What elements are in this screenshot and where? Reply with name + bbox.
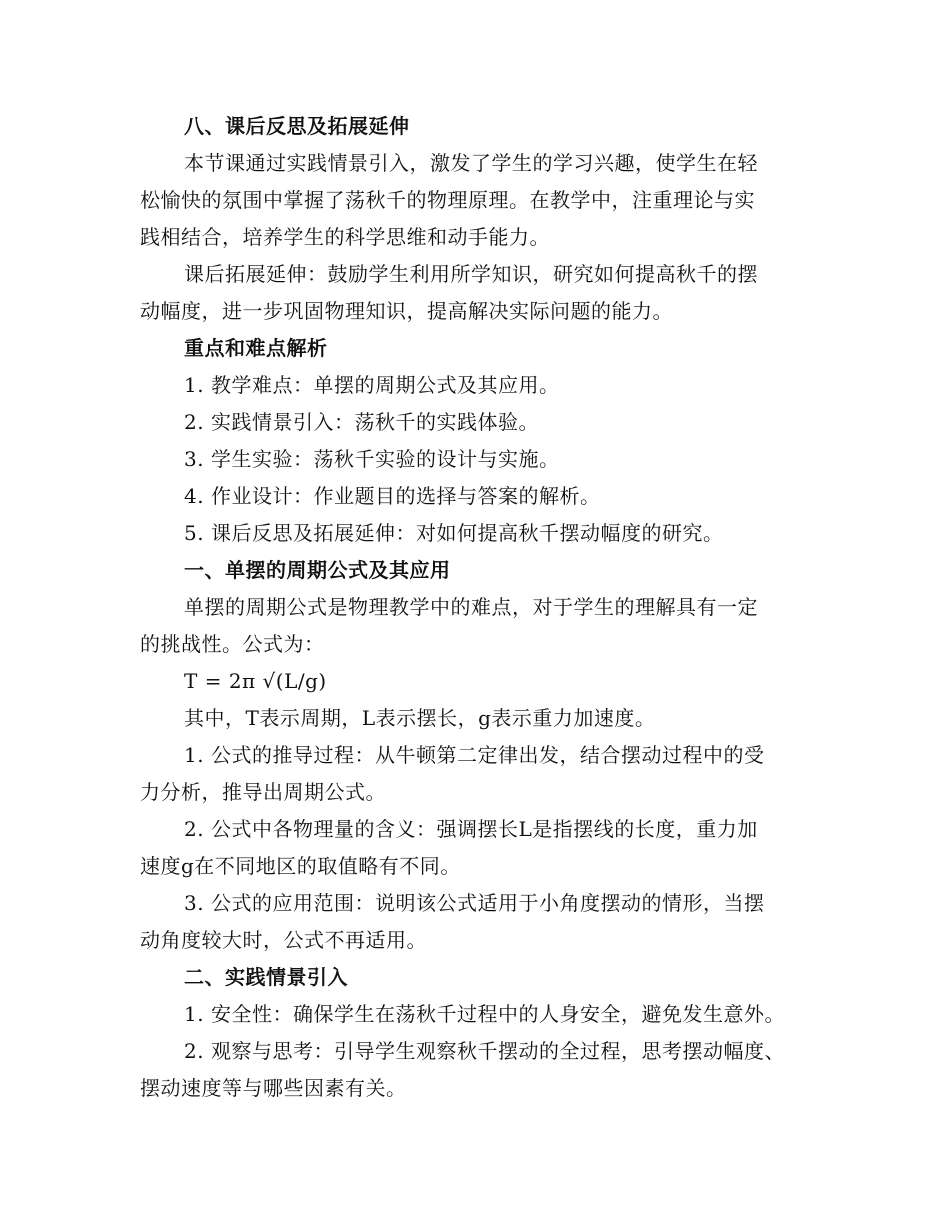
paragraph-line: 本节课通过实践情景引入，激发了学生的学习兴趣，使学生在轻 [184,151,758,175]
paragraph-line: 单摆的周期公式是物理教学中的难点，对于学生的理解具有一定 [184,595,758,619]
list-item: 2. 观察与思考：引导学生观察秋千摆动的全过程，思考摆动幅度、 [184,1039,785,1063]
paragraph-line: 课后拓展延伸：鼓励学生利用所学知识，研究如何提高秋千的摆 [184,262,758,286]
heading-key-points: 重点和难点解析 [184,336,328,360]
list-item: 3. 学生实验：荡秋千实验的设计与实施。 [184,447,560,471]
list-item-continuation: 动角度较大时，公式不再适用。 [140,928,427,952]
list-item: 1. 教学难点：单摆的周期公式及其应用。 [184,373,560,397]
paragraph-line: 的挑战性。公式为： [140,632,325,656]
formula-line: T = 2π √(L/g) [184,669,327,693]
paragraph-line: 松愉快的氛围中掌握了荡秋千的物理原理。在教学中，注重理论与实 [140,188,755,212]
list-item: 2. 实践情景引入：荡秋千的实践体验。 [184,410,539,434]
list-item: 1. 安全性：确保学生在荡秋千过程中的人身安全，避免发生意外。 [184,1002,785,1026]
list-item: 5. 课后反思及拓展延伸：对如何提高秋千摆动幅度的研究。 [184,521,724,545]
heading-pendulum-formula: 一、单摆的周期公式及其应用 [184,558,451,582]
paragraph-line: 践相结合，培养学生的科学思维和动手能力。 [140,225,550,249]
list-item: 3. 公式的应用范围：说明该公式适用于小角度摆动的情形，当摆 [184,891,765,915]
list-item-continuation: 速度g在不同地区的取值略有不同。 [140,854,461,878]
list-item: 2. 公式中各物理量的含义：强调摆长L是指摆线的长度，重力加 [184,817,758,841]
list-item-continuation: 摆动速度等与哪些因素有关。 [140,1076,407,1100]
list-item: 4. 作业设计：作业题目的选择与答案的解析。 [184,484,601,508]
paragraph-line: 其中，T表示周期，L表示摆长，g表示重力加速度。 [184,706,656,730]
heading-reflection: 八、课后反思及拓展延伸 [184,114,410,138]
heading-practice-intro: 二、实践情景引入 [184,965,348,989]
list-item: 1. 公式的推导过程：从牛顿第二定律出发，结合摆动过程中的受 [184,743,765,767]
paragraph-line: 动幅度，进一步巩固物理知识，提高解决实际问题的能力。 [140,299,673,323]
list-item-continuation: 力分析，推导出周期公式。 [140,780,386,804]
